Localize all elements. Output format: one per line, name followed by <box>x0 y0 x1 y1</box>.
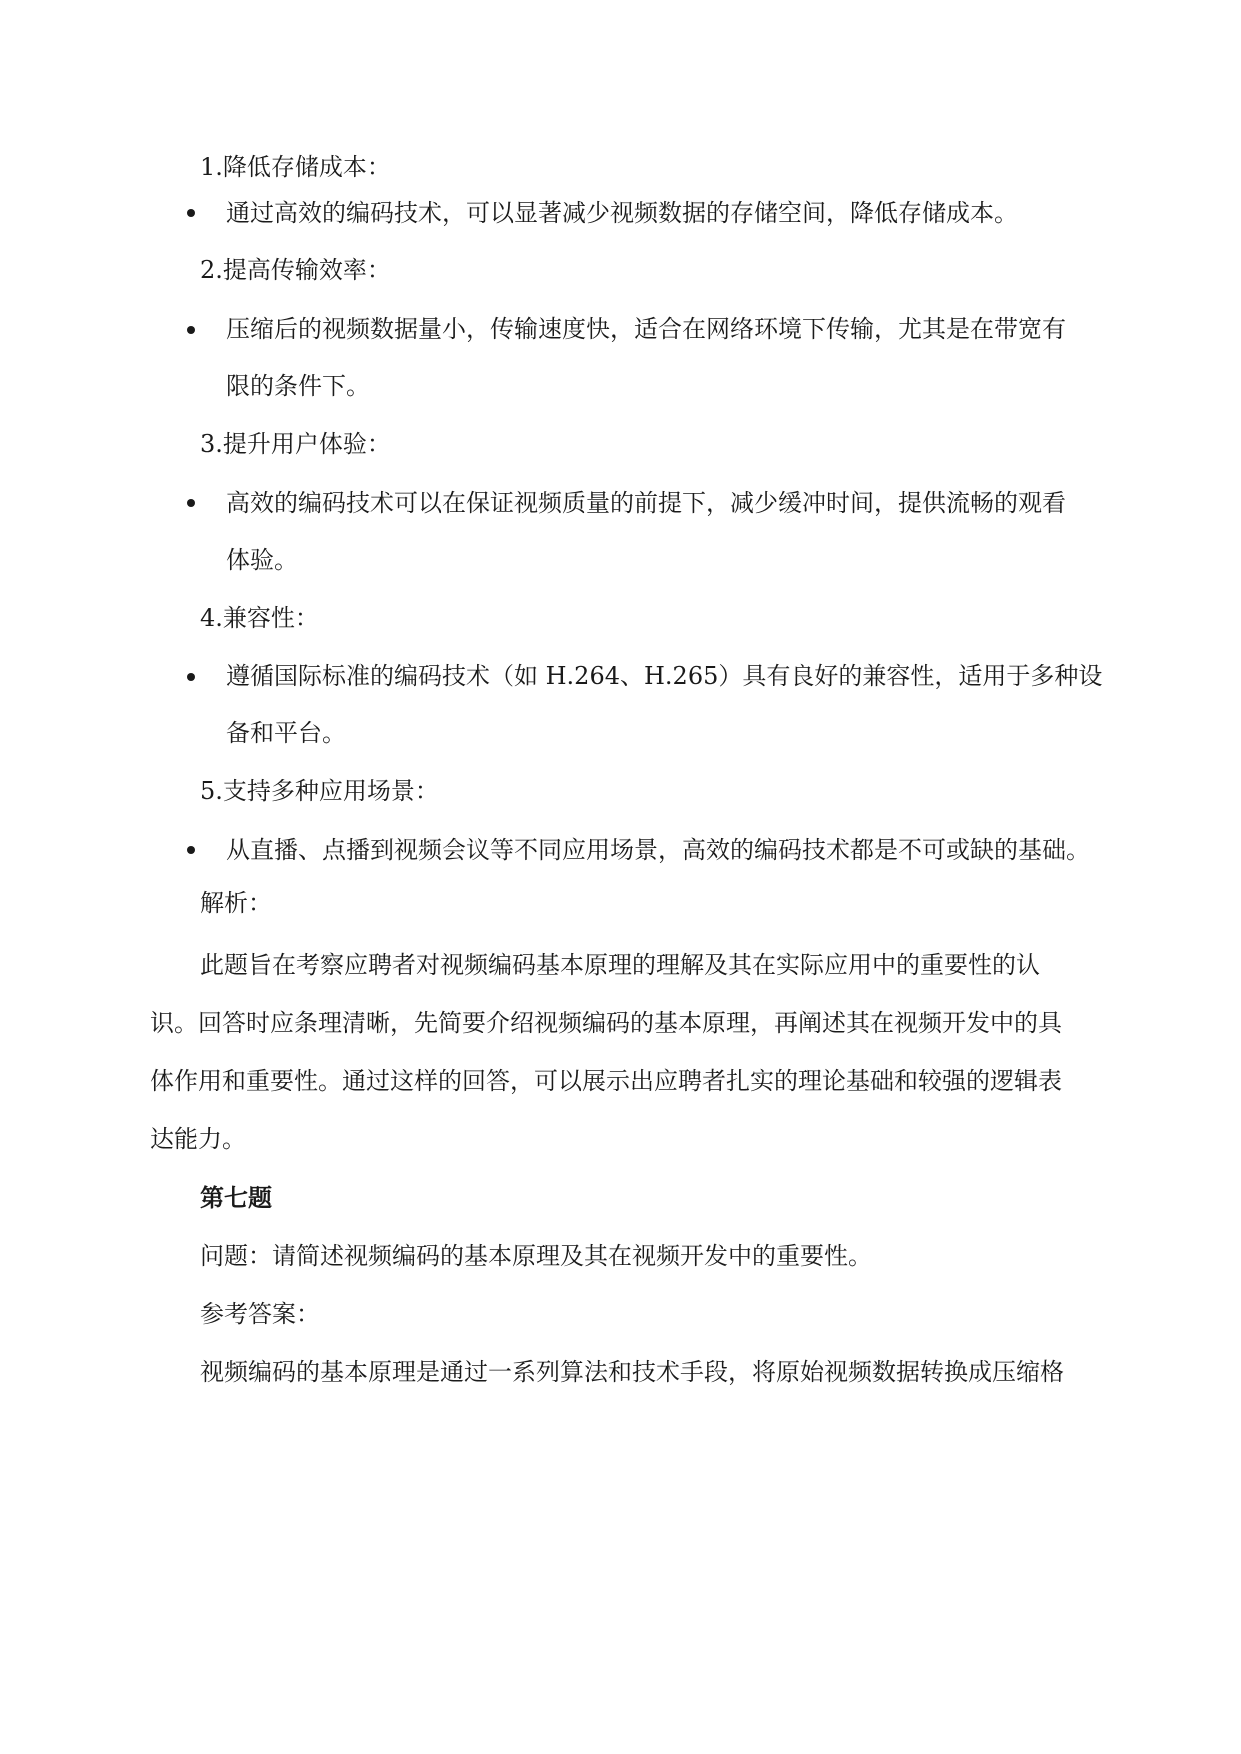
analysis-paragraph-line: 体作用和重要性。通过这样的回答，可以展示出应聘者扎实的理论基础和较强的逻辑表 <box>150 1067 1062 1095</box>
bullet-text: 限的条件下。 <box>226 372 370 400</box>
bullet-text: 体验。 <box>226 546 298 574</box>
answer-paragraph-line: 视频编码的基本原理是通过一系列算法和技术手段，将原始视频数据转换成压缩格 <box>200 1358 1064 1386</box>
section-title: 第七题 <box>200 1183 272 1212</box>
item-heading: 5.支持多种应用场景： <box>200 777 439 805</box>
item-heading: 3.提升用户体验： <box>200 430 391 458</box>
bullet-text: 通过高效的编码技术，可以显著减少视频数据的存储空间，降低存储成本。 <box>226 199 1018 227</box>
bullet-dot <box>187 499 195 507</box>
bullet-text: 从直播、点播到视频会议等不同应用场景，高效的编码技术都是不可或缺的基础。 <box>226 836 1090 864</box>
bullet-dot <box>187 209 195 217</box>
bullet-dot <box>187 846 195 854</box>
analysis-paragraph-line: 此题旨在考察应聘者对视频编码基本原理的理解及其在实际应用中的重要性的认 <box>200 951 1040 979</box>
answer-label: 参考答案： <box>200 1300 320 1328</box>
analysis-label: 解析： <box>200 889 272 917</box>
item-heading: 4.兼容性： <box>200 604 319 632</box>
item-heading: 2.提高传输效率： <box>200 256 391 284</box>
bullet-dot <box>187 673 195 681</box>
analysis-paragraph-line: 识。回答时应条理清晰，先简要介绍视频编码的基本原理，再阐述其在视频开发中的具 <box>150 1009 1062 1037</box>
item-heading: 1.降低存储成本： <box>200 153 391 181</box>
question-text: 问题：请简述视频编码的基本原理及其在视频开发中的重要性。 <box>200 1242 872 1270</box>
bullet-text: 遵循国际标准的编码技术（如 H.264、H.265）具有良好的兼容性，适用于多种设 <box>226 662 1103 690</box>
bullet-dot <box>187 326 195 334</box>
bullet-text: 高效的编码技术可以在保证视频质量的前提下，减少缓冲时间，提供流畅的观看 <box>226 489 1066 517</box>
bullet-text: 压缩后的视频数据量小，传输速度快，适合在网络环境下传输，尤其是在带宽有 <box>226 315 1066 343</box>
bullet-text: 备和平台。 <box>226 719 346 747</box>
analysis-paragraph-line: 达能力。 <box>150 1125 246 1153</box>
